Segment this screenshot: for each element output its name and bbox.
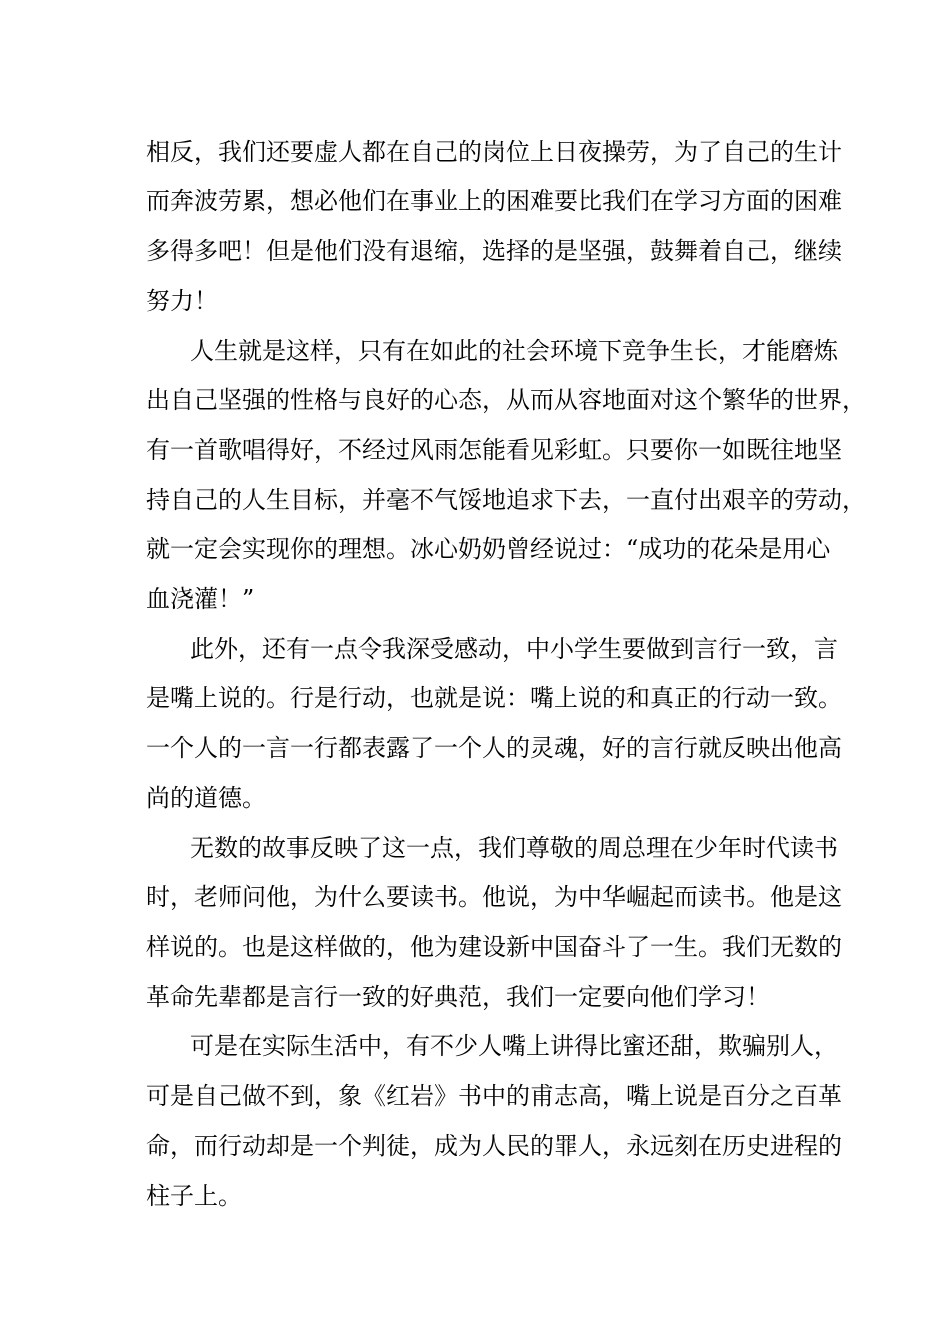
text-line: 可是自己做不到，象《红岩》书中的甫志高，嘴上说是百分之百革: [146, 1082, 842, 1110]
text-line: 多得多吧！但是他们没有退缩，选择的是坚强，鼓舞着自己，继续: [146, 237, 842, 265]
text-line: 时，老师问他，为什么要读书。他说，为中华崛起而读书。他是这: [146, 883, 842, 911]
text-line: 是嘴上说的。行是行动，也就是说：嘴上说的和真正的行动一致。: [146, 684, 842, 712]
text-line: 相反，我们还要虚人都在自己的岗位上日夜操劳，为了自己的生计: [146, 138, 842, 166]
paragraph-first-line: 无数的故事反映了这一点，我们尊敬的周总理在少年时代读书: [190, 834, 838, 862]
text-line: 革命先辈都是言行一致的好典范，我们一定要向他们学习！: [146, 983, 770, 1011]
text-line: 出自己坚强的性格与良好的心态，从而从容地面对这个繁华的世界，: [146, 386, 866, 414]
text-line: 一个人的一言一行都表露了一个人的灵魂，好的言行就反映出他高: [146, 734, 842, 762]
text-line: 样说的。也是这样做的，他为建设新中国奋斗了一生。我们无数的: [146, 933, 842, 961]
paragraph-first-line: 此外，还有一点令我深受感动，中小学生要做到言行一致，言: [190, 635, 838, 663]
text-line: 尚的道德。: [146, 784, 266, 812]
text-line: 命，而行动却是一个判徒，成为人民的罪人，永远刻在历史进程的: [146, 1132, 842, 1160]
text-line: 有一首歌唱得好，不经过风雨怎能看见彩虹。只要你一如既往地坚: [146, 436, 842, 464]
text-line: 持自己的人生目标，并毫不气馁地追求下去，一直付出艰辛的劳动，: [146, 486, 866, 514]
paragraph-first-line: 可是在实际生活中，有不少人嘴上讲得比蜜还甜，欺骗别人，: [190, 1032, 838, 1060]
text-line: 而奔波劳累，想必他们在事业上的困难要比我们在学习方面的困难: [146, 187, 842, 215]
paragraph-first-line: 人生就是这样，只有在如此的社会环境下竞争生长，才能磨炼: [190, 337, 838, 365]
text-line: 努力！: [146, 287, 218, 315]
text-line: 就一定会实现你的理想。冰心奶奶曾经说过：“成功的花朵是用心: [146, 535, 831, 563]
text-line: 血浇灌！”: [146, 585, 255, 613]
text-line: 柱子上。: [146, 1182, 242, 1210]
